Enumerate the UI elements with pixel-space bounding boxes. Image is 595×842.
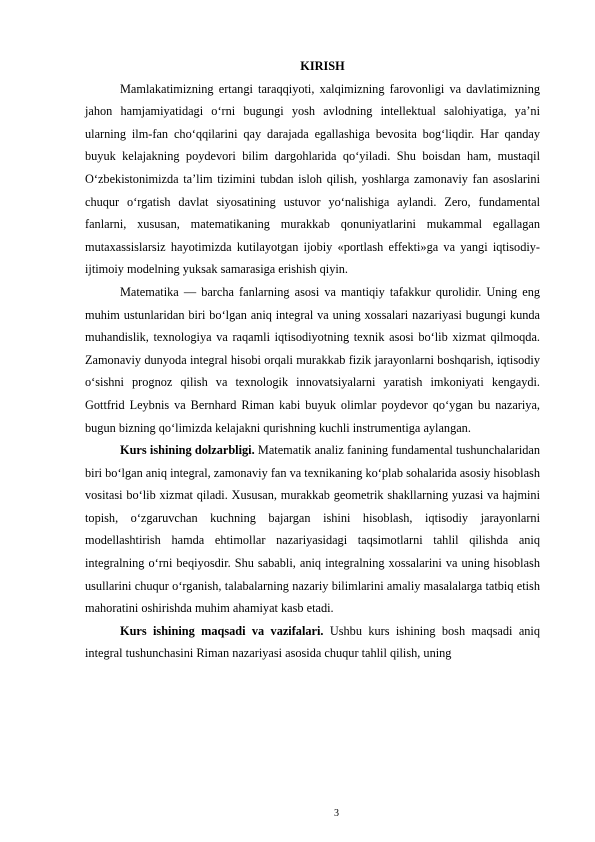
paragraph-relevance [85, 439, 540, 620]
paragraph-1 [85, 78, 540, 281]
paragraph-1-text: Mamlakatimizning ertangi taraqqiyoti, xalqimizning farovonligi va davlatimizning jahon hamjamiyatidagi o‘rni bugungi yosh avlodning intellektual salohiyatiga, ya’ni ularning ilm-fan cho‘qqilarini qay darajada egallashiga bevosita bog‘liqdir. Har qanday buyuk kelajakning poydevori bilim dargohlarida qo‘yiladi. Shu boisdan ham, mustaqil O‘zbekistonimizda ta’lim tizimini tubdan isloh qilish, yoshlarga zamonaviy fan asoslarini chuqur o‘rgatish davlat siyosatining ustuvor yo‘nalishiga aylandi. Zero, fundamental fanlarni, xususan, matematikaning murakkab qonuniyatlarini mukammal egallagan mutaxassislarsiz hayotimizda kutilayotgan ijobiy «portlash effekti»ga va yangi iqtisodiy-ijtimoiy modelning yuksak samarasiga erishish qiyin. [85, 81, 540, 277]
page-title: KIRISH [300, 59, 345, 73]
goals-heading: Kurs ishining maqsadi va vazifalari. [120, 623, 324, 638]
paragraph-2 [85, 281, 540, 439]
paragraph-2-text: Matematika — barcha fanlarning asosi va mantiqiy tafakkur qurolidir. Uning eng muhim ustunlaridan biri bo‘lgan aniq integral va uning xossalari nazariyasi bugungi kunda muhandislik, texnologiya va raqamli iqtisodiyotning texnik asosi bo‘lib xizmat qilmoqda. Zamonaviy dunyoda integral hisobi orqali murakkab fizik jarayonlarni boshqarish, iqtisodiy o‘sishni prognoz qilish va texnologik innovatsiyalarni yaratish imkoniyati kengaydi. Gottfrid Leybnis va Bernhard Riman kabi buyuk olimlar poydevor qo‘ygan bu nazariya, bugun bizning qo‘limizda kelajakni qurishning kuchli instrumentiga aylangan. [85, 284, 540, 435]
relevance-heading: Kurs ishining dolzarbligi. [120, 443, 255, 458]
paragraph-goals [85, 620, 540, 665]
goals-text: Ushbu kurs ishining bosh maqsadi aniq integral tushunchasini Riman nazariyasi asosida chuqur tahlil qilish, uning [85, 623, 541, 661]
relevance-text: Matematik analiz fanining fundamental tushunchalaridan biri bo‘lgan aniq integral, zamonaviy fan va texnikaning ko‘plab sohalarida asosiy hisoblash vositasi bo‘lib xizmat qiladi. Xususan, murakkab geometrik shakllarning yuzasi va hajmini topish, o‘zgaruvchan kuchning bajargan ishini hisoblash, iqtisodiy jarayonlarni modellashtirish hamda ehtimollar nazariyasidagi taqsimotlarni tahlil qilishda aniq integralning o‘rni beqiyosdir. Shu sababli, aniq integralning xossalarini va uning hisoblash usullarini chuqur o‘rganish, talabalarning nazariy bilimlarini amaliy masalalarga tatbiq etish mahoratini oshirishda muhim ahamiyat kasb etadi. [85, 443, 541, 616]
document-body [85, 55, 540, 665]
page-number: 3 [334, 808, 339, 819]
